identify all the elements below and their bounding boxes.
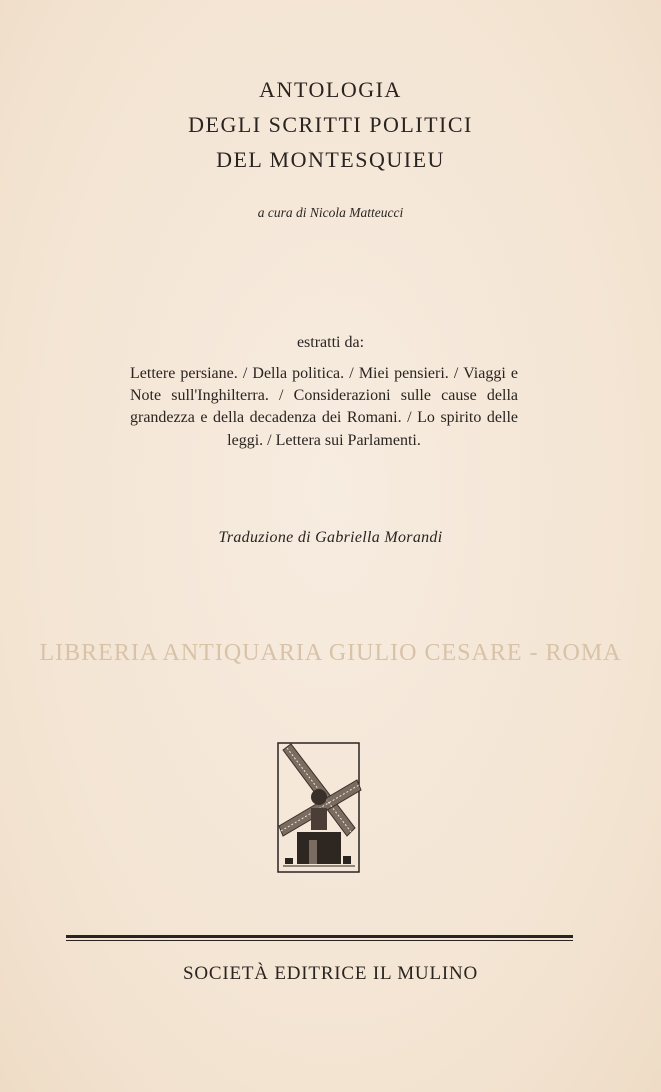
title-line: DEL MONTESQUIEU xyxy=(216,147,445,172)
works-list: Lettere persiane. / Della politica. / Miei pensieri. / Viaggi e Note sull'Inghilterra. / Considerazioni sulle cause della grandezza e della decadenza dei Romani. / Lo spirito delle leggi. / Lettera sui Parlamenti. xyxy=(130,365,518,449)
watermark: LIBRERIA ANTIQUARIA GIULIO CESARE - ROMA xyxy=(39,640,622,666)
book-title xyxy=(0,72,661,177)
translator-credit: Traduzione di Gabriella Morandi xyxy=(218,529,443,546)
divider-rule xyxy=(66,935,573,938)
publisher: SOCIETÀ EDITRICE IL MULINO xyxy=(182,963,479,984)
title-line: DEGLI SCRITTI POLITICI xyxy=(188,112,473,137)
title-line: ANTOLOGIA xyxy=(259,77,402,102)
excerpts-label: estratti da: xyxy=(296,334,365,351)
windmill-logo-icon xyxy=(275,740,362,875)
editor-credit: a cura di Nicola Matteucci xyxy=(257,205,404,220)
divider-rule-thin xyxy=(66,940,573,941)
